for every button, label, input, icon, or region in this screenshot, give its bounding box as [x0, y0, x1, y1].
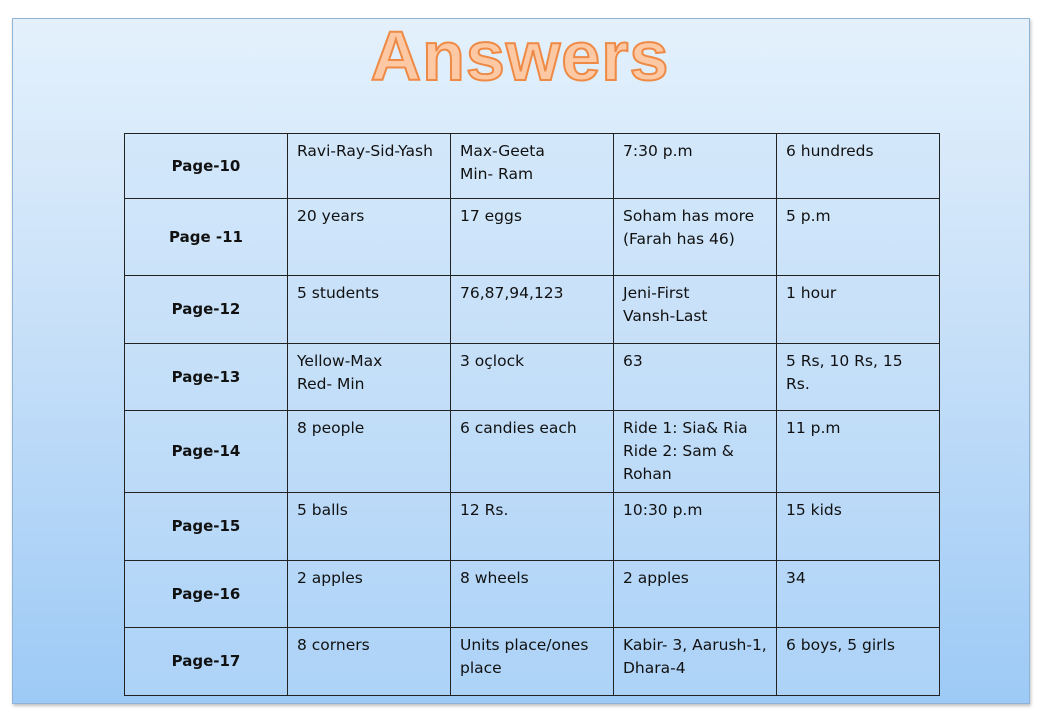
page-label: Page-10 — [125, 134, 288, 199]
page-title: Answers — [370, 17, 670, 95]
page-label: Page-17 — [125, 628, 288, 696]
table-row — [125, 134, 940, 199]
answer-cell: 5 students — [288, 276, 451, 344]
answer-cell: 1 hour — [777, 276, 940, 344]
answer-cell: 5 p.m — [777, 199, 940, 276]
answer-cell: 10:30 p.m — [614, 493, 777, 561]
table-row — [125, 493, 940, 561]
answer-cell: 15 kids — [777, 493, 940, 561]
answer-cell: 6 hundreds — [777, 134, 940, 199]
answer-cell: Ravi-Ray-Sid-Yash — [288, 134, 451, 199]
answer-cell: Ride 1: Sia& Ria Ride 2: Sam & Rohan — [614, 411, 777, 493]
table-row — [125, 411, 940, 493]
page-label: Page -11 — [125, 199, 288, 276]
answer-cell: 2 apples — [288, 561, 451, 628]
page-label: Page-14 — [125, 411, 288, 493]
table-row — [125, 199, 940, 276]
table-row — [125, 276, 940, 344]
table-row — [125, 561, 940, 628]
answer-cell: Yellow-Max Red- Min — [288, 344, 451, 411]
answer-cell: 6 candies each — [451, 411, 614, 493]
answer-cell: 17 eggs — [451, 199, 614, 276]
answer-cell: 2 apples — [614, 561, 777, 628]
answer-cell: Soham has more (Farah has 46) — [614, 199, 777, 276]
answers-table — [124, 133, 940, 696]
page-label: Page-12 — [125, 276, 288, 344]
answer-cell: 8 corners — [288, 628, 451, 696]
answer-cell: 12 Rs. — [451, 493, 614, 561]
answer-cell: 20 years — [288, 199, 451, 276]
answer-cell: Units place/ones place — [451, 628, 614, 696]
answer-cell: 8 wheels — [451, 561, 614, 628]
answer-cell: Max-Geeta Min- Ram — [451, 134, 614, 199]
page-label: Page-16 — [125, 561, 288, 628]
answer-cell: 5 Rs, 10 Rs, 15 Rs. — [777, 344, 940, 411]
answer-cell: Kabir- 3, Aarush-1, Dhara-4 — [614, 628, 777, 696]
answer-cell: Jeni-First Vansh-Last — [614, 276, 777, 344]
answer-cell: 63 — [614, 344, 777, 411]
answer-cell: 3 oçlock — [451, 344, 614, 411]
answer-cell: 6 boys, 5 girls — [777, 628, 940, 696]
answer-cell: 5 balls — [288, 493, 451, 561]
answer-cell: 76,87,94,123 — [451, 276, 614, 344]
page-label: Page-15 — [125, 493, 288, 561]
table-row — [125, 344, 940, 411]
table-row — [125, 628, 940, 696]
answer-cell: 7:30 p.m — [614, 134, 777, 199]
answer-cell: 11 p.m — [777, 411, 940, 493]
answer-cell: 8 people — [288, 411, 451, 493]
answer-cell: 34 — [777, 561, 940, 628]
page-label: Page-13 — [125, 344, 288, 411]
